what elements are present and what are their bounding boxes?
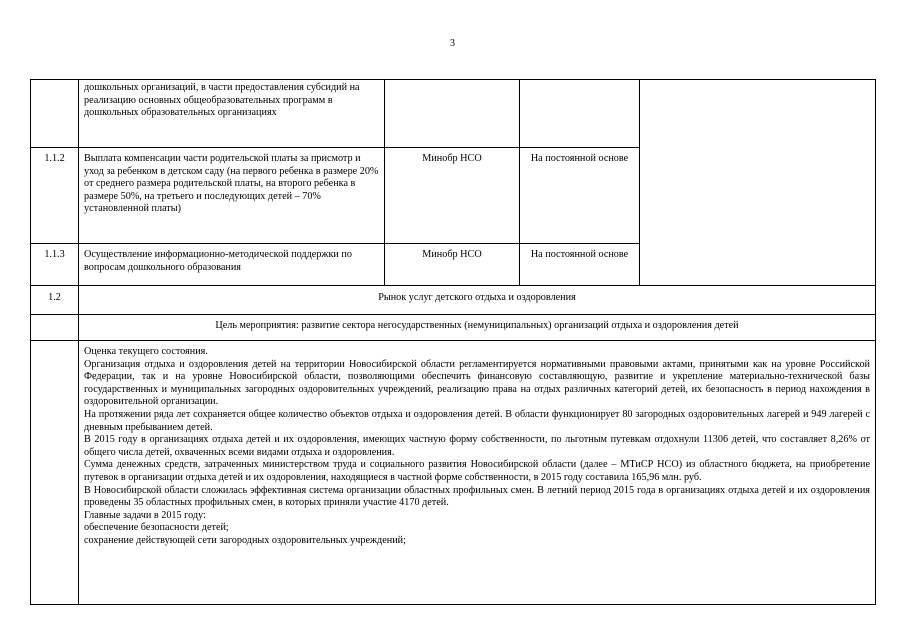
row-number: 1.1.3 xyxy=(31,244,79,286)
goal-row xyxy=(31,315,876,341)
assessment-heading: Оценка текущего состояния. xyxy=(84,346,208,357)
section-number: 1.2 xyxy=(31,286,79,315)
row-executor: Минобр НСО xyxy=(385,244,520,286)
assessment-list-item: сохранение действующей сети загородных оздоровительных учреждений; xyxy=(84,534,406,546)
section-title: Рынок услуг детского отдыха и оздоровления xyxy=(79,286,876,315)
row-text: дошкольных организаций, в части предоставления субсидий на реализацию основных общеобразовательных программ в дошкольных образовательных организациях xyxy=(79,80,385,148)
assessment-paragraph: На протяжении ряда лет сохраняется общее количество объектов отдыха и оздоровления детей. В области функционирует 80 загородных оздоровительных лагерей и 949 лагерей с дневным пребыванием детей. xyxy=(84,408,870,433)
section-row xyxy=(31,286,876,315)
page-number: 3 xyxy=(450,38,455,49)
assessment-paragraph: В 2015 году в организациях отдыха детей и их оздоровления, имеющих частную форму собственности, по льготным путевкам отдохнули 11306 детей, что составляет 8,26% от общего числа детей, охваченных всеми видами отдыха и оздоровления. xyxy=(84,434,870,458)
row-term xyxy=(520,80,640,148)
row-term: На постоянной основе xyxy=(520,244,640,286)
row-number xyxy=(31,80,79,148)
assessment-paragraph: Организация отдыха и оздоровления детей на территории Новосибирской области регламентируется нормативными правовыми актами, принятыми как на уровне Российской Федерации, так и на уровне Новосибирской области, позволяющими обеспечить финансовую составляющую, развитие и укрепление материально-технической базы государственных и муниципальных загородных оздоровительных учреждений, реализацию права на отдых различных категорий детей, их безопасность в период нахождения в оздоровительной организации. xyxy=(84,358,870,408)
row-text: Осуществление информационно-методической поддержки по вопросам дошкольного образования xyxy=(79,244,385,286)
assessment-number xyxy=(31,341,79,605)
goal-number xyxy=(31,315,79,341)
row-executor xyxy=(385,80,520,148)
assessment-paragraph: Сумма денежных средств, затраченных министерством труда и социального развития Новосибирской области (далее – МТиСР НСО) из областного бюджета, на приобретение путевок в организации отдыха детей и их оздоровления, находящиеся в частной форме собственности, в 2015 году составила 165,96 млн. руб. xyxy=(84,459,870,483)
goal-text: Цель мероприятия: развитие сектора негосударственных (немуниципальных) организаций отдыха и оздоровления детей xyxy=(79,315,876,341)
assessment-row xyxy=(31,341,876,605)
measures-table xyxy=(30,79,876,605)
assessment-paragraph: В Новосибирской области сложилась эффективная система организации областных профильных смен. В летний период 2015 года в организациях отдыха детей и их оздоровления проведены 35 областных профильных смен, в которых приняли участие 4170 детей. xyxy=(84,484,870,509)
assessment-list-item: обеспечение безопасности детей; xyxy=(84,522,229,534)
row-executor: Минобр НСО xyxy=(385,148,520,244)
assessment-text xyxy=(79,341,876,605)
row-text: Выплата компенсации части родительской платы за присмотр и уход за ребенком в детском саду (на первого ребенка в размере 20% от среднего размера родительской платы, на второго ребенка в размере 50%, на третьего и последующих детей – 70% установленной платы) xyxy=(79,148,385,244)
table-row xyxy=(31,80,876,148)
row-number: 1.1.2 xyxy=(31,148,79,244)
row-term: На постоянной основе xyxy=(520,148,640,244)
assessment-paragraph: Главные задачи в 2015 году: xyxy=(84,509,206,521)
row-notes xyxy=(640,80,876,286)
